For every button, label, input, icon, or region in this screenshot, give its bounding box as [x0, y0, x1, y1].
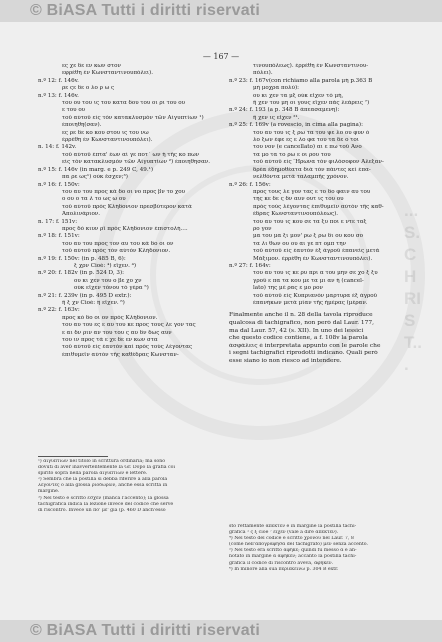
text-line: του ου του ις του κατα δου του οι ρι του ου	[62, 100, 186, 107]
text-line: ἐπιθυμεῖν αὐτὸν τῆς καθέδρας Κωνσταν-	[62, 351, 179, 358]
footnotes-left-text	[38, 459, 214, 514]
text-line: τινουπόλεως). ἐρρέθη ἐν Κωνσταντινου-	[253, 63, 369, 69]
text-line: n. 17: f. 151v:	[38, 218, 78, 225]
footnote-line: grafica ¹ ς ξ cioè ⁷ εἴχεν (vale a dire ἀπέκτεν).	[229, 530, 339, 536]
text-line: εἰς τὸν κατακλυσμὸν τῶν Αἰγυπτίων ²) ἐποιηθησαν.	[62, 159, 211, 166]
text-line: του αυ του ις κε ρυ πρι α του μην σε χο ξ ξυ	[253, 270, 378, 277]
footnote-line: tachigrafica indica la lezione invece del codice che serve	[38, 501, 174, 507]
text-line: ε αι δν ριν αν του του ς αυ δν δως αυν	[62, 329, 172, 336]
text-line: τοῦ αὐτοῦ εἰς ἑαυτὸν καὶ πρὸς τοὺς λέγοντας	[62, 344, 193, 351]
paragraph-line: i segni tachigrafici riprodotti indicano. Quali però	[229, 350, 378, 357]
text-line: ἐρρέθη ἐν Κωνσταντινουπόλει).	[62, 137, 153, 144]
text-line: ξ χρν Cioè: ⁴) εἴχεν. ⁴)	[74, 262, 137, 269]
paragraph-line: esse siano io non riesco ad intendere.	[229, 357, 342, 364]
text-line: δρέα ἐδημοθέατα διὰ τὸν πάντες κεὶ ἐπα-	[253, 166, 371, 173]
text-line: τοῦ αὐτοῦ εἰς Ἥρωνα τὸν φιλόσοφον Ἀλεξαν-	[253, 159, 384, 166]
text-line: n.º 22: f. 163v:	[38, 307, 80, 314]
text-line: του αυ του προς τον αυ του κὰ δο οι ον	[62, 240, 174, 247]
text-line: n.º 20: f. 182v (in p. 524 D, 3):	[38, 270, 125, 277]
body-paragraph	[229, 312, 409, 365]
text-line: ου κι χεν τα μξ οὐκ εἴχεν τὸ μή,	[253, 92, 344, 99]
paragraph-line: Finalmente anche il n. 28 della tavola riproduce	[229, 312, 373, 319]
text-line: ῆ χεν του μη οι γους εἴχεν πάς λεάρεις ⁷)	[253, 100, 370, 107]
watermark-banner-bottom: © BiASA Tutti i diritti riservati	[0, 620, 442, 642]
text-line: του ιν προς τὰ ε χε δε εν κων στα	[62, 337, 158, 344]
text-line: Μάξιμον. ἐρρέθη ἐν Κωνσταντινουπόλει).	[253, 255, 373, 262]
text-line: n.º 16: f. 150v:	[38, 181, 80, 188]
text-line: ἐποιηθη(σαν).	[62, 122, 102, 129]
footnote-line: ¹) αἰγυπτίων nel titolo in scrittura ordinaria; ma sono	[38, 459, 166, 464]
footnote-line: ⁶) In minore alla sua περιεκεῖνω p. 304 B extr.	[229, 566, 339, 572]
text-line: ῆ χεν ις εἴχεν ²¹.	[253, 114, 300, 121]
footnotes-right	[229, 524, 409, 573]
text-line: πόλει).	[253, 70, 273, 77]
footnote-line: notato in margine ἃ ἀφῆκεν; accanto la postilla tachi-	[229, 554, 357, 560]
text-line: πα ρε ως¹) οὐκ ἔσχεν;³)	[62, 174, 128, 181]
text-line: προς τους λε γον τας ε το δο φαιν αυ του	[253, 188, 371, 195]
text-line: τοῦ αὐτοῦ εἰς τὸν κατακλυσμὸν τῶν Αἰγυπτίων ¹)	[62, 114, 204, 121]
footnote-line: margine.	[38, 489, 60, 495]
page-number: — 167 —	[202, 52, 240, 61]
text-line: ο ου ο τα λ το ως ω ου	[62, 196, 126, 203]
text-line: ἐπανήκων μετὰ μίαν τῆς ἡμέρας (μέραν.	[253, 300, 368, 306]
left-column	[38, 63, 214, 359]
footnote-rule	[38, 456, 108, 457]
text-line: τα λι θων ου ου αι γε πτ ομπ την	[253, 240, 346, 247]
text-line: n.º 21: f. 239v (in p. 495 D extr.):	[38, 292, 132, 299]
text-line: ες χε δε εν κων στον	[62, 63, 121, 69]
footnote-line: λέγοντες o alla glossa ριοδωρῶν, anche essa scritta in	[38, 483, 168, 489]
text-line: n.º 27: f. 164v:	[229, 262, 271, 269]
text-line: ου κι χεν του ο βε χο χν	[74, 277, 142, 284]
text-line: πρὸς τοὺς λέγοντας ἐπιθυμεῖν αὐτὸν τῆς καθ-	[253, 203, 384, 210]
text-line: μα του μα ξι μον' ρω ξ ρω δι ου κου σο	[253, 233, 364, 240]
paragraph-line: ἀσφάλεις è interpretata appunto con le parole che	[229, 342, 381, 349]
right-column	[229, 63, 409, 366]
text-line: ες ρε δε κο κου στου ις του νω	[62, 129, 149, 136]
seal-watermark-text: ...S.CHRIST...	[404, 201, 422, 374]
paragraph-line: qualcosa di tachigrafico, non però dal Laur. 177,	[229, 320, 374, 326]
text-line: n.º 12: f. 146v.	[38, 77, 79, 84]
text-line: n.º 26: f. 156v:	[229, 181, 271, 188]
text-line: λο ξων ἐφε ες ε λο φα του τα δε ο τοι	[253, 137, 359, 144]
footnotes-left	[38, 452, 214, 514]
text-line: του αυ του ις ξ ρω τα του ψε λο ου φυν ὁ	[253, 129, 370, 136]
text-line: n.º 24: f. 193 (a p. 348 B ἀπεασαμενη):	[229, 107, 340, 114]
text-line: n.º 19: f. 150v: (in p. 485 B, 6):	[38, 255, 126, 262]
text-line: μή μοχρα πολὺ):	[253, 85, 300, 92]
footnote-line: sto rettamente ἀπέκτεν e in margine la postilla tachi-	[229, 524, 357, 529]
footnote-line: (come nell'ἀπογράφησα del tachigrafo) μεν senza accento.	[229, 542, 369, 548]
text-line: προς κὸ δο οι ον πρὸς Κλήδονιον.	[62, 314, 158, 321]
text-line: νελθόντα μετὰ ταλαμπῆς χρόνον.	[253, 174, 349, 181]
text-line: ρο γον	[253, 225, 272, 232]
text-line: γροῦ ε πα τα κου με τα μι αν ἡ (cancel-	[253, 277, 364, 284]
text-line: ε του ου	[62, 107, 86, 114]
text-line: n.º 23: f. 167v(con richiamo alla parola μή p.363 B	[229, 77, 373, 84]
paragraph-line: ma dal Laur. 57, 42 (s. XII). In uno dei lessici	[229, 327, 364, 334]
text-line: εφρέθη ἐν Κωνσταντινουπόλει).	[62, 70, 154, 77]
text-line: n.º 15: f. 146v (in marg. e p. 249 C, 49.¹)	[38, 166, 154, 173]
text-line: n.º 13: f. 146v.	[38, 92, 79, 99]
footnote-line: ²) Sembra che la postilla si debba riferire a alla parola	[38, 477, 168, 483]
text-line: έδρας Κωνσταντινουπόλεως).	[253, 211, 339, 218]
text-line: οὐκ εἴχεν τὸνου τὸ γέρα ⁵)	[74, 285, 149, 292]
footnote-line: di riscontro. Invece un πο' μὲ' già (p. 460 D anch'esso	[38, 507, 166, 513]
text-line: του αυ του ις κου σε τα ξυ ποι ε ντε ταξ	[253, 218, 367, 225]
text-line: τοῦ αὐτοῦ πρὸς Κλήδονιον πρεσβύτερον κατὰ	[62, 203, 192, 210]
text-line: του αυ του προς κὰ δο οι νο προς βν το χου	[62, 188, 185, 195]
text-line: τοῦ αὐτοῦ εἰς Κυπριανὸν μαρτυρα ἐξ ἀγροῦ	[253, 292, 378, 299]
right-column-entries	[229, 63, 409, 307]
footnote-line: grafica il codice di riscontro aveva, ἀφῆκεν.	[229, 560, 334, 566]
text-line: του αυ του ες ε αυ του κε προς τους λε γον τας	[62, 322, 196, 329]
footnote-line: ⁵) Nel testo era scritto ἀφῆκε; quindi fu messo ἃ e an-	[229, 548, 357, 554]
paragraph-line: che questo codice contiene, a f. 108v la parola	[229, 335, 368, 342]
text-line: ῆ ξ χν Cioè: ἢ εἴχεν. ⁶)	[62, 300, 125, 306]
footnote-line: dovuti di aver inavvertentemente la Gr. Dopo la grafia coi	[38, 465, 175, 471]
footnote-line: ³) Nel testo è scritto ἔσχεν (manca l'accento); la glossa	[38, 495, 169, 501]
footnote-line: ⁴) Nel testo del codice è scritto χρόνου nel Laur. 7, 8	[229, 536, 354, 542]
footnotes-right-text	[229, 524, 409, 573]
text-line: Ἀπολινάριον.	[62, 211, 101, 218]
text-line: προς δὸ κιυν ρῖ πρὸς Κλήδονιον ἐπιστολή....	[62, 225, 188, 232]
text-line: n.º 25: f. 169v (a rovescio, in cima alla pagina):	[229, 122, 363, 129]
text-line: n. 14: f. 142v.	[38, 144, 77, 151]
text-line: lato) της μέ ρας ε μο ρον	[253, 285, 323, 292]
text-line: τα μο τα το ρω ε οι ρου του	[253, 151, 331, 158]
text-line: του νον (e cancellato) αι ε πω τοῦ Ἀνο	[253, 144, 362, 151]
text-line: n.º 18: f. 151v:	[38, 233, 80, 240]
text-line: τοῦ αὐτοῦ πρὸς τὸν αὐτὸν Κλήδονιον.	[62, 248, 171, 255]
text-line: τοῦ αὐτοῦ εἰς ἑαυτὸν ἐξ ἀγροῦ ἐπανεὶς μετὰ	[253, 248, 380, 255]
text-line: τοῦ αὐτοῦ ἑπτα' ἐων αἱ γε ποτ᾽ ων ἡ τῆς κο πων	[62, 151, 200, 158]
footnote-line: spirito sopra nella parola αἰγυπτίων e lettere.	[38, 471, 148, 477]
watermark-banner-top: © BiASA Tutti i diritti riservati	[0, 0, 442, 22]
text-line: ρε ςε δε ο λο ρ ω ς	[62, 85, 115, 92]
text-line: της κε δε ς δν αυν ουτ ις του ου	[253, 196, 344, 203]
